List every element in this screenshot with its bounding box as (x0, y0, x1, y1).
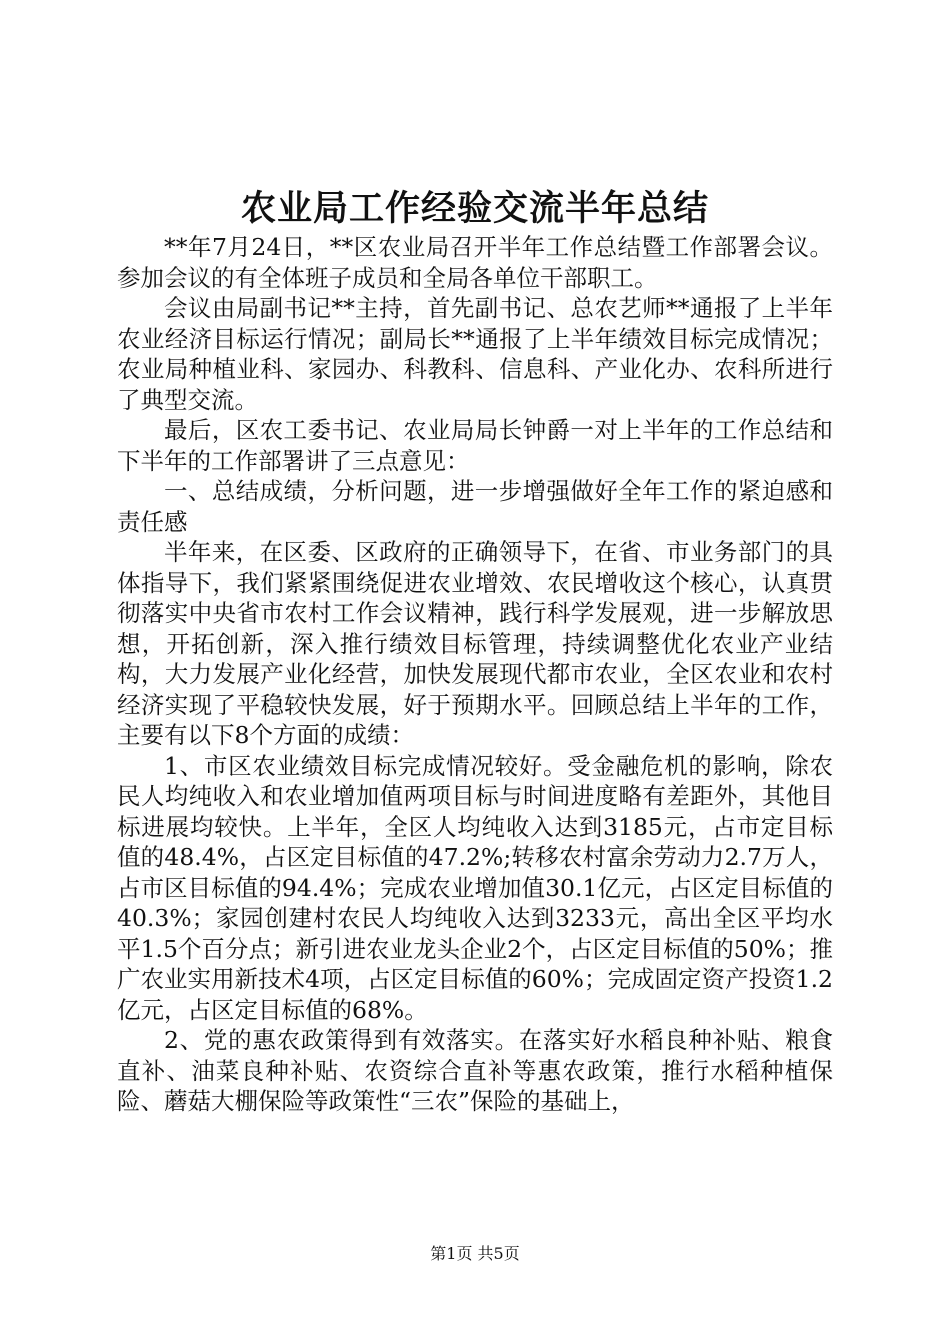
paragraph-achievement-1: 1、市区农业绩效目标完成情况较好。受金融危机的影响，除农民人均纯收入和农业增加值两项目标与时间进度略有差距外，其他目标进展均较快。上半年，全区人均纯收入达到3185元，占市定目标值的48.4%，占区定目标值的47.2%;转移农村富余劳动力2.7万人，占市区目标值的94.4%；完成农业增加值30.1亿元，占区定目标值的40.3%；家园创建村农民人均纯收入达到3233元，高出全区平均水平1.5个百分点；新引进农业龙头企业2个，占区定目标值的50%；推广农业实用新技术4项，占区定目标值的60%；完成固定资产投资1.2亿元，占区定目标值的68%。 (117, 751, 833, 1024)
document-title: 农业局工作经验交流半年总结 (240, 188, 709, 229)
paragraph-meeting-intro: **年7月24日，**区农业局召开半年工作总结暨工作部署会议。参加会议的有全体班子成员和全局各单位干部职工。 (117, 233, 833, 292)
paragraph-director-remarks: 最后，区农工委书记、农业局局长钟爵一对上半年的工作总结和下半年的工作部署讲了三点意见： (117, 416, 833, 475)
paragraph-achievement-2: 2、党的惠农政策得到有效落实。在落实好水稻良种补贴、粮食直补、油菜良种补贴、农资综合直补等惠农政策，推行水稻种植保险、蘑菇大棚保险等政策性“三农”保险的基础上， (117, 1026, 833, 1115)
paragraph-half-year-review: 半年来，在区委、区政府的正确领导下，在省、市业务部门的具体指导下，我们紧紧围绕促进农业增效、农民增收这个核心，认真贯彻落实中央省市农村工作会议精神，践行科学发展观，进一步解放思想，开拓创新，深入推行绩效目标管理，持续调整优化农业产业结构，大力发展产业化经营，加快发展现代都市农业，全区农业和农村经济实现了平稳较快发展，好于预期水平。回顾总结上半年的工作，主要有以下8个方面的成绩： (117, 538, 833, 749)
paragraph-meeting-host: 会议由局副书记**主持，首先副书记、总农艺师**通报了上半年农业经济目标运行情况；副局长**通报了上半年绩效目标完成情况；农业局种植业科、家园办、科教科、信息科、产业化办、农科所进行了典型交流。 (117, 294, 833, 414)
document-body (117, 232, 833, 1117)
page-number-footer: 第1页 共5页 (430, 1244, 520, 1263)
section-heading-summary: 一、总结成绩，分析问题，进一步增强做好全年工作的紧迫感和责任感 (117, 477, 833, 536)
